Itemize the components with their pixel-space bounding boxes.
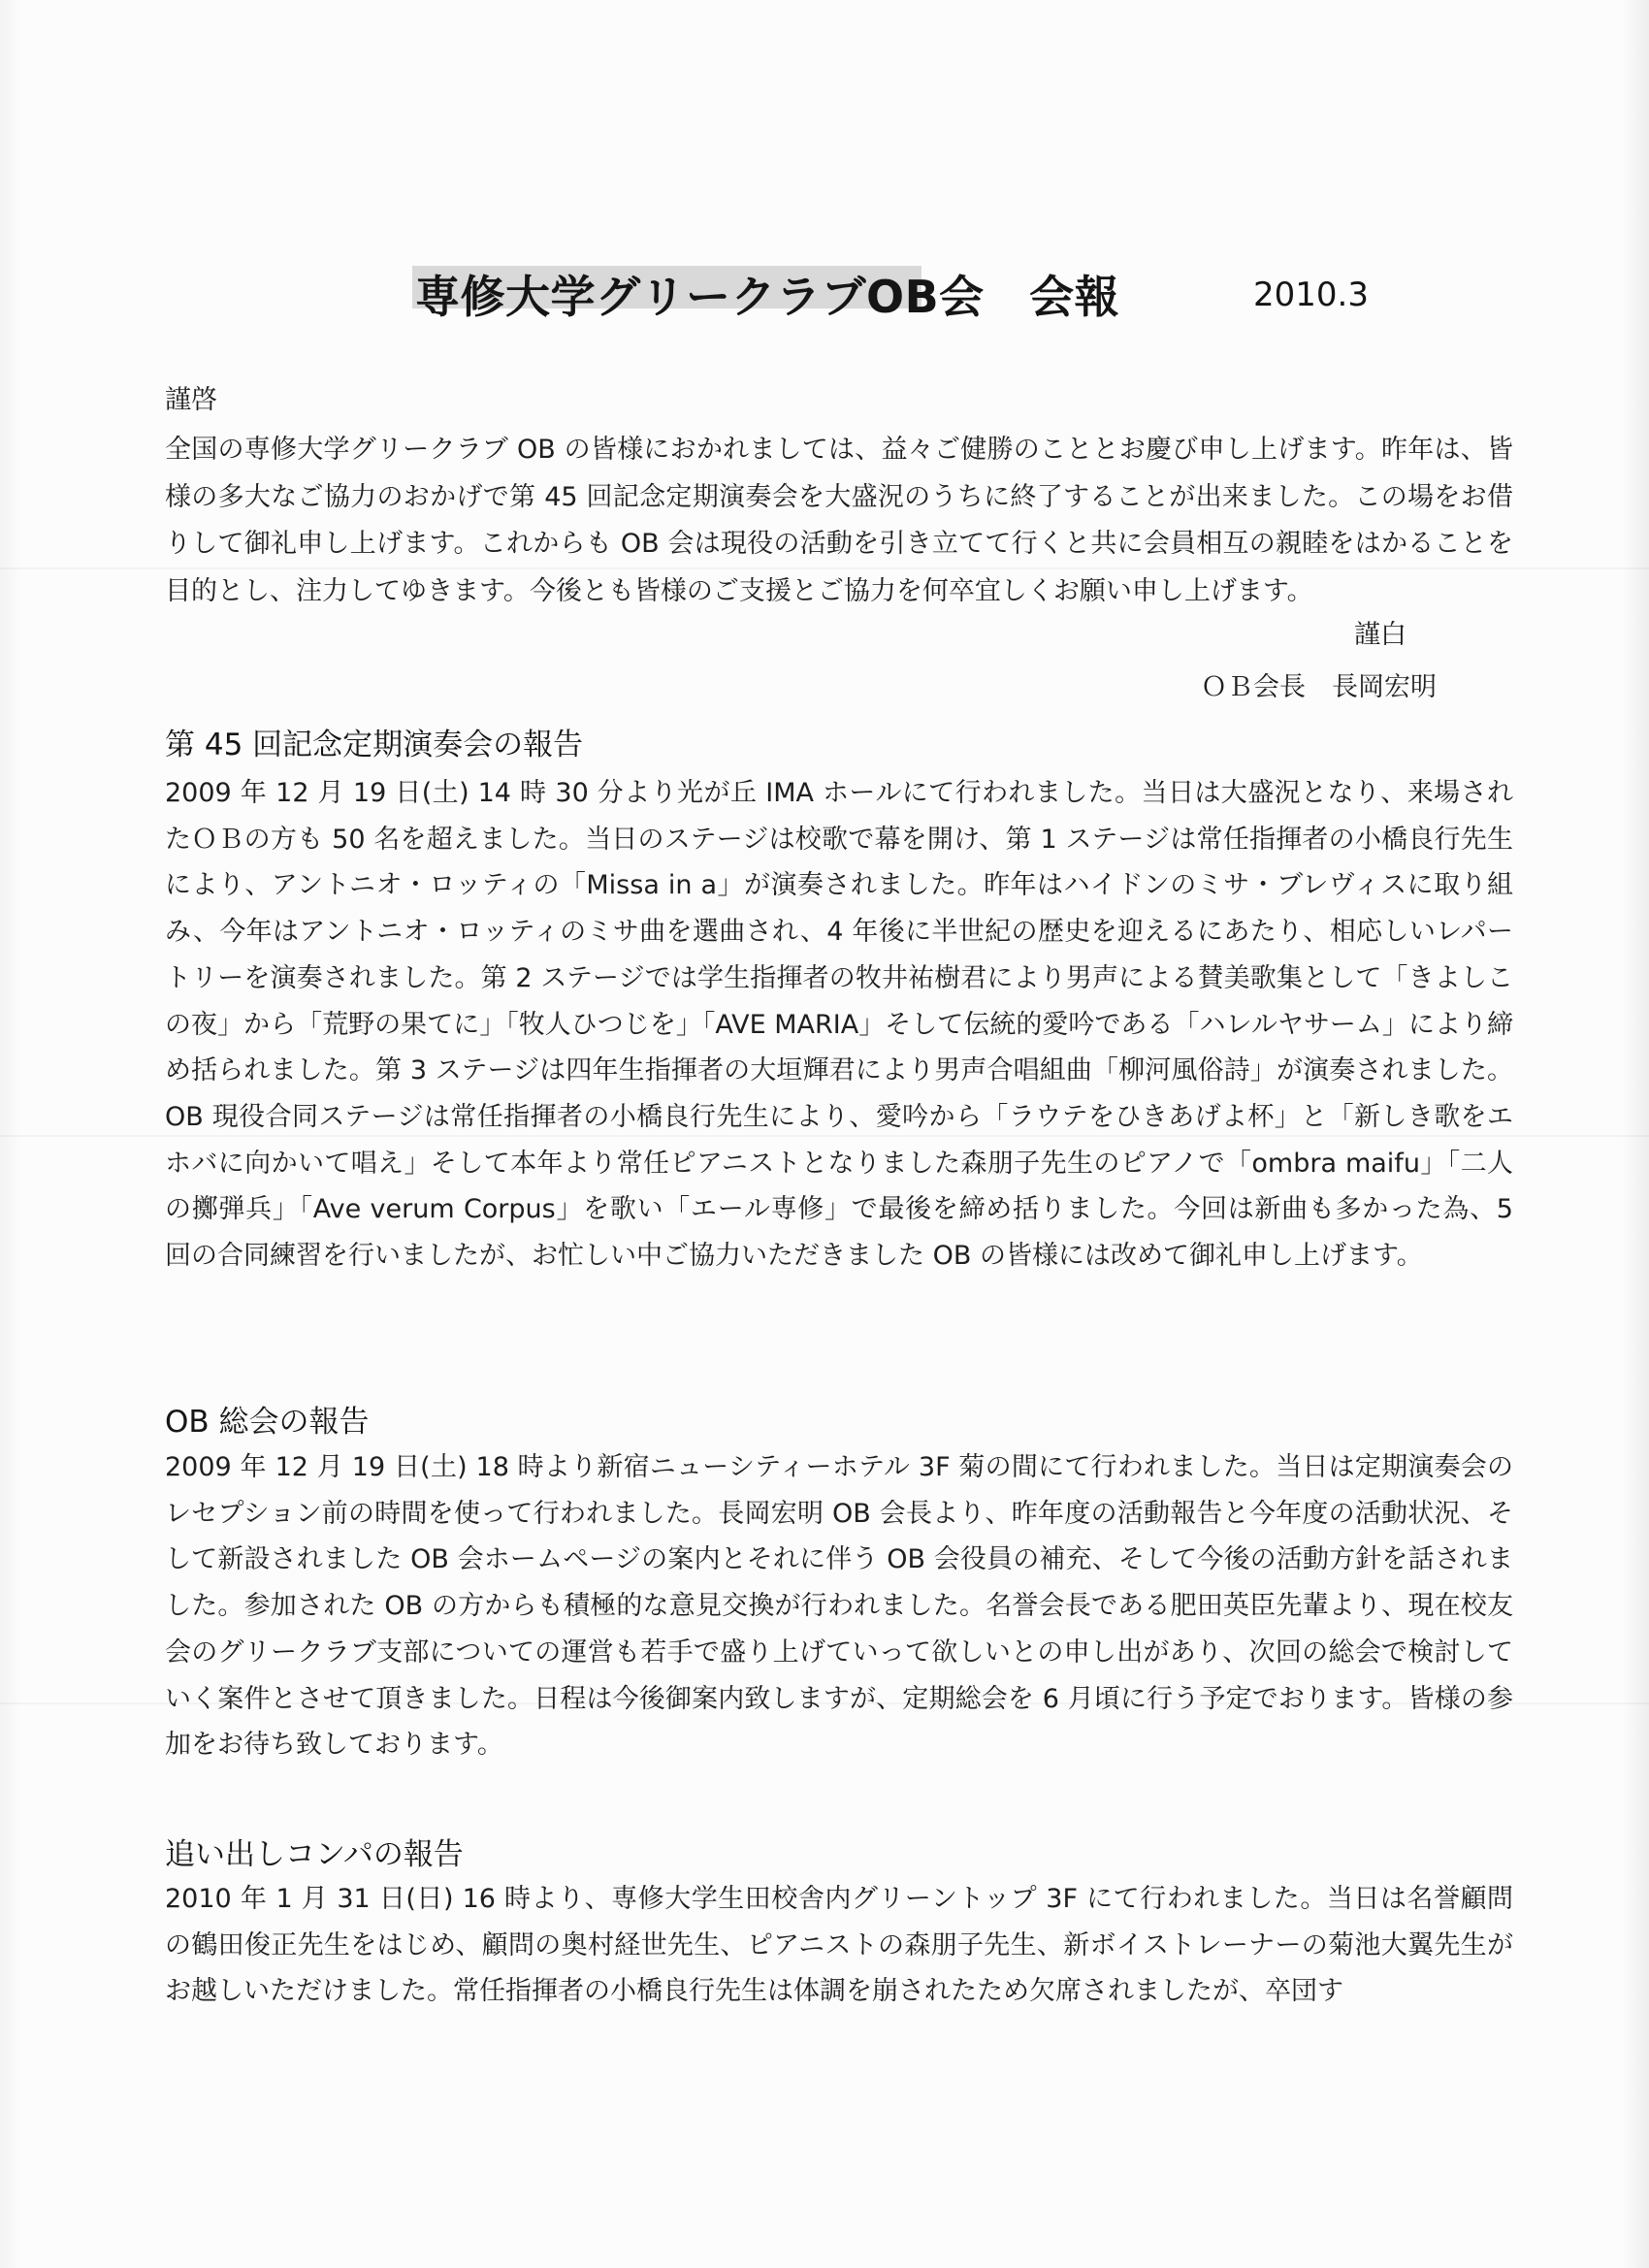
section-heading-concert: 第 45 回記念定期演奏会の報告 (165, 728, 584, 762)
greeting-paragraph: 全国の専修大学グリークラブ OB の皆様におかれましては、益々ご健勝のこととお慶び申し上げます。昨年は、皆様の多大なご協力のおかげで第 45 回記念定期演奏会を大盛況のうちに終了することが出来ました。この場をお借りして御礼申し上げます。これからも OB 会は現役の活動を引き立てて行くと共に会員相互の親睦をはかることを目的とし、注力してゆきます。今後とも皆様のご支援とご協力を何卒宜しくお願い申し上げます。 (165, 435, 1513, 606)
section-heading-farewell-party: 追い出しコンパの報告 (165, 1837, 464, 1872)
signature: ＯＢ会長 長岡宏明 (1201, 672, 1437, 702)
section-body-farewell-party: 2010 年 1 月 31 日(日) 16 時より、専修大学生田校舎内グリーントップ 3F にて行われました。当日は名誉顧問の鶴田俊正先生をはじめ、顧問の奥村経世先生、ピアニストの森朋子先生、新ボイストレーナーの菊池大翼先生がお越しいただけました。常任指揮者の小橋良行先生は体調を崩されたため欠席されましたが、卒団す (165, 1884, 1513, 2007)
salutation: 謹啓 (165, 385, 217, 415)
page-edge-shadow (1622, 0, 1649, 2268)
closing-word: 謹白 (1354, 620, 1406, 650)
page-title: 専修大学グリークラブOB会 会報 (415, 271, 1120, 323)
section-body-concert: 2009 年 12 月 19 日(土) 14 時 30 分より光が丘 IMA ホールにて行われました。当日は大盛況となり、来場されたＯＢの方も 50 名を超えました。当日のステージは校歌で幕を開け、第 1 ステージは常任指揮者の小橋良行先生により、アントニオ・ロッティの「Missa in a」が演奏されました。昨年はハイドンのミサ・ブレヴィスに取り組み、今年はアントニオ・ロッティのミサ曲を選曲され、4 年後に半世紀の歴史を迎えるにあたり、相応しいレパートリーを演奏されました。第 2 ステージでは学生指揮者の牧井祐樹君により男声による賛美歌集として「きよしこの夜」から「荒野の果てに」「牧人ひつじを」「AVE MARIA」そして伝統的愛吟である「ハレルヤサーム」により締め括られました。第 3 ステージは四年生指揮者の大垣輝君により男声合唱組曲「柳河風俗詩」が演奏されました。OB 現役合同ステージは常任指揮者の小橋良行先生により、愛吟から「ラウテをひきあげよ杯」と「新しき歌をエホバに向かいて唱え」そして本年より常任ピアニストとなりました森朋子先生のピアノで「ombra maifu」「二人の擲弾兵」「Ave verum Corpus」を歌い「エール専修」で最後を締め括りました。今回は新曲も多かった為、5 回の合同練習を行いましたが、お忙しい中ご協力いただきました OB の皆様には改めて御礼申し上げます。 (165, 778, 1513, 1272)
section-heading-general-meeting: OB 総会の報告 (165, 1405, 370, 1440)
issue-date: 2010.3 (1253, 275, 1369, 314)
section-body-general-meeting: 2009 年 12 月 19 日(土) 18 時より新宿ニューシティーホテル 3F 菊の間にて行われました。当日は定期演奏会のレセプション前の時間を使って行われました。長岡宏明 OB 会長より、昨年度の活動報告と今年度の活動状況、そして新設されました OB 会ホームページの案内とそれに伴う OB 会役員の補充、そして今後の活動方針を話されました。参加された OB の方からも積極的な意見交換が行われました。名誉会長である肥田英臣先輩より、現在校友会のグリークラブ支部についての運営も若手で盛り上げていって欲しいとの申し出があり、次回の総会で検討していく案件とさせて頂きました。日程は今後御案内致しますが、定期総会を 6 月頃に行う予定でおります。皆様の参加をお待ち致しております。 (165, 1452, 1513, 1761)
